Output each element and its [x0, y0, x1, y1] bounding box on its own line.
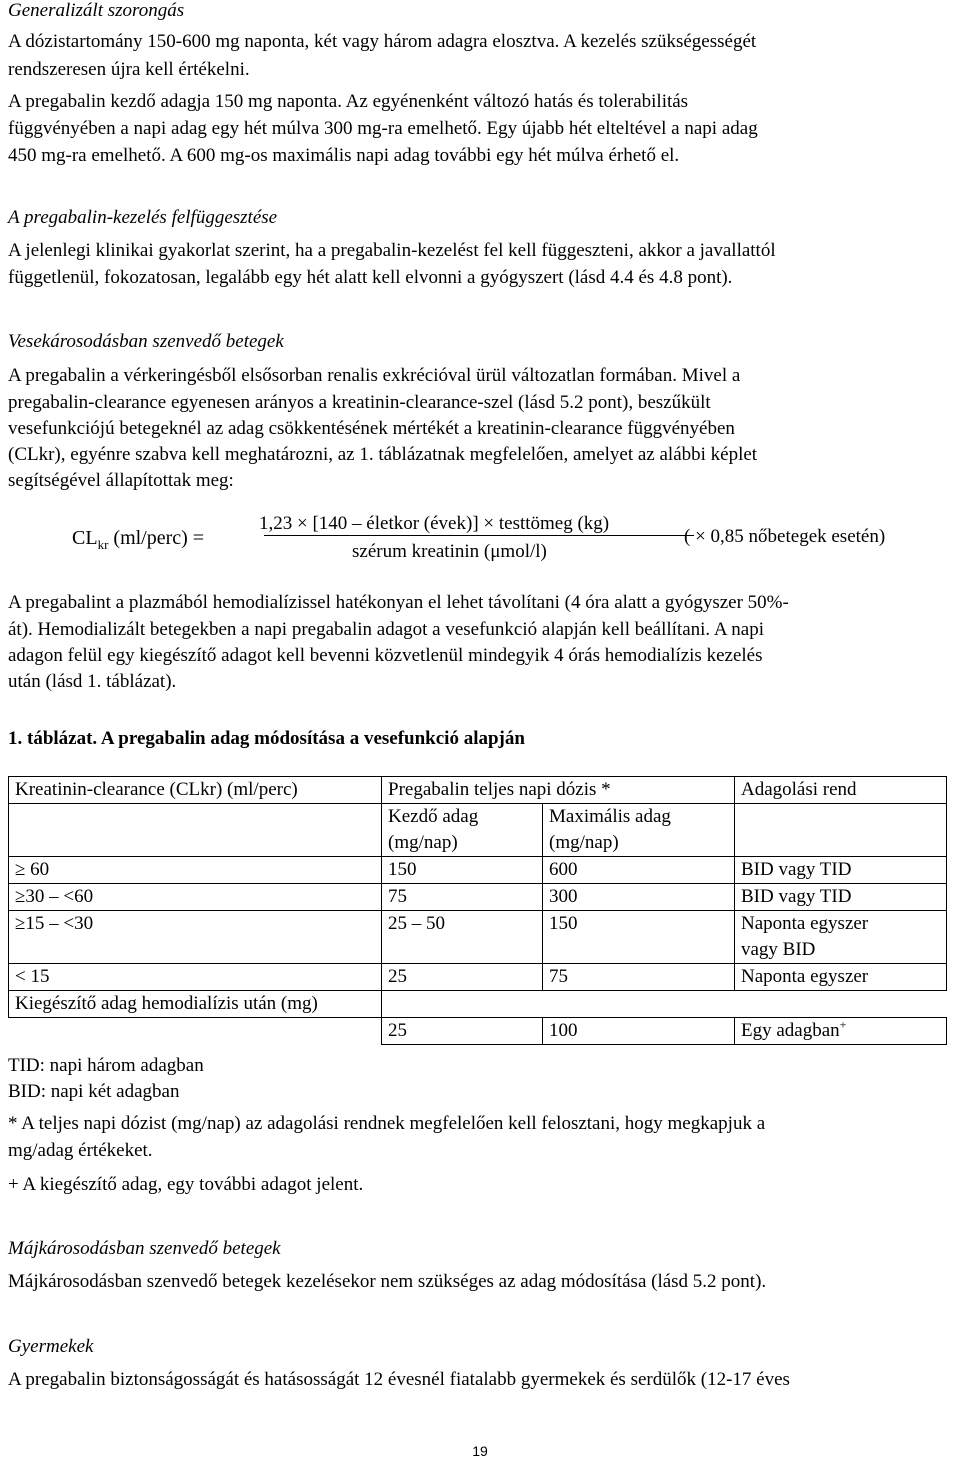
header-clcr: Kreatinin-clearance (CLkr) (ml/perc): [9, 777, 382, 804]
cell-clcr: ≥ 60: [9, 857, 382, 884]
paragraph-line: után (lásd 1. táblázat).: [8, 671, 177, 692]
section-heading-hepatic: Májkárosodásban szenvedő betegek: [8, 1238, 281, 1259]
paragraph-line: A pregabalin kezdő adagja 150 mg naponta. Az egyénenként változó hatás és tolerabilitás: [8, 91, 689, 112]
paragraph-line: Májkárosodásban szenvedő betegek kezelésekor nem szükséges az adag módosítása (lásd 5.2 pont).: [8, 1271, 767, 1292]
table-row: [9, 884, 947, 911]
cell-max: 100: [543, 1018, 735, 1045]
formula-numerator: 1,23 × [140 – életkor (évek)] × testtömeg (kg): [259, 513, 610, 534]
paragraph-line: adagon felül egy kiegészítő adagot kell bevenni közvetlenül mindegyik 4 órás hemodialízis kezelés: [8, 645, 763, 666]
paragraph-line: segítségével állapítottak meg:: [8, 470, 234, 491]
cell-regimen: Naponta egyszer: [735, 964, 947, 991]
section-heading-renal: Vesekárosodásban szenvedő betegek: [8, 331, 284, 352]
paragraph-line: pregabalin-clearance egyenesen arányos a kreatinin-clearance-szel (lásd 5.2 pont), beszűkült: [8, 392, 711, 413]
paragraph-line: függvényében a napi adag egy hét múlva 300 mg-ra emelhető. Egy újabb hét elteltével a napi adag: [8, 118, 758, 139]
cell-max: 600: [543, 857, 735, 884]
paragraph-line: A pregabalint a plazmából hemodialízissel hatékonyan el lehet távolítani (4 óra alatt a gyógyszer 50%-: [8, 592, 789, 613]
paragraph-line: A pregabalin biztonságosságát és hatásosságát 12 évesnél fiatalabb gyermekek és serdülők (12-17 éves: [8, 1369, 790, 1390]
cell-start: 75: [382, 884, 543, 911]
cell-start: 25: [382, 964, 543, 991]
table-row: [9, 1018, 947, 1045]
formula-female-factor: ( × 0,85 nőbetegek esetén): [684, 526, 886, 547]
table-caption: 1. táblázat. A pregabalin adag módosítása a vesefunkció alapján: [8, 728, 525, 749]
table-row: [9, 964, 947, 991]
paragraph-line: 450 mg-ra emelhető. A 600 mg-os maximális napi adag további egy hét múlva érhető el.: [8, 145, 680, 166]
table-row: [9, 911, 947, 964]
paragraph-line: A pregabalin a vérkeringésből elsősorban renalis exkrécióval ürül változatlan formában. Mivel a: [8, 365, 741, 386]
table-row: [9, 857, 947, 884]
table-note: TID: napi három adagban: [8, 1055, 204, 1076]
table-note: BID: napi két adagban: [8, 1081, 180, 1102]
paragraph-line: vesefunkciójú betegeknél az adag csökkentésének mértékét a kreatinin-clearance függvényében: [8, 418, 735, 439]
footnote-line: mg/adag értékeket.: [8, 1140, 153, 1161]
paragraph-line: A dózistartomány 150-600 mg naponta, két vagy három adagra elosztva. A kezelés szükségességét: [8, 31, 757, 52]
renal-dose-table: [8, 776, 947, 1045]
page-number: 19: [472, 1443, 488, 1459]
header-max-dose: Maximális adag (mg/nap): [543, 804, 735, 857]
table-row: [9, 804, 947, 857]
section-heading-children: Gyermekek: [8, 1336, 94, 1357]
cell-clcr: ≥30 – <60: [9, 884, 382, 911]
fraction-bar: [264, 535, 694, 536]
cell-start: 150: [382, 857, 543, 884]
footnote-line: + A kiegészítő adag, egy további adagot jelent.: [8, 1174, 364, 1195]
table-row: [9, 991, 947, 1018]
cell-regimen: Egy adagban+: [735, 1018, 947, 1045]
cell-start: 25: [382, 1018, 543, 1045]
formula-lhs: $CL_{kr}$ (ml/perc) =: [72, 527, 205, 552]
cell-regimen: BID vagy TID: [735, 857, 947, 884]
paragraph-line: függetlenül, fokozatosan, legalább egy hét alatt kell elvonni a gyógyszert (lásd 4.4 és 4.8 pont).: [8, 267, 733, 288]
footnote-line: * A teljes napi dózist (mg/nap) az adagolási rendnek megfelelően kell felosztani, hogy megkapjuk a: [8, 1113, 766, 1134]
cell-clcr: < 15: [9, 964, 382, 991]
cell-clcr: ≥15 – <30: [9, 911, 382, 964]
cell-max: 300: [543, 884, 735, 911]
paragraph-line: (CLkr), egyénre szabva kell meghatározni, az 1. táblázatnak megfelelően, amelyet az alábbi képlet: [8, 444, 758, 465]
cell-max: 75: [543, 964, 735, 991]
cell-regimen: BID vagy TID: [735, 884, 947, 911]
cell-max: 150: [543, 911, 735, 964]
cell-start: 25 – 50: [382, 911, 543, 964]
paragraph-line: A jelenlegi klinikai gyakorlat szerint, ha a pregabalin-kezelést fel kell függeszteni, akkor a javallattól: [8, 240, 776, 261]
header-total-daily-dose: Pregabalin teljes napi dózis *: [382, 777, 735, 804]
header-start-dose: Kezdő adag (mg/nap): [382, 804, 543, 857]
formula-denominator: szérum kreatinin (μmol/l): [352, 541, 547, 562]
section-heading-generalized: Generalizált szorongás: [8, 0, 185, 21]
cell-regimen: Naponta egyszer vagy BID: [735, 911, 947, 964]
table-row: [9, 777, 947, 804]
section-heading-discontinuation: A pregabalin-kezelés felfüggesztése: [8, 207, 278, 228]
header-regimen: Adagolási rend: [735, 777, 947, 804]
paragraph-line: át). Hemodializált betegekben a napi pregabalin adagot a vesefunkció alapján kell beállítani. A napi: [8, 619, 765, 640]
paragraph-line: rendszeresen újra kell értékelni.: [8, 59, 250, 80]
cell-supplement-label: Kiegészítő adag hemodialízis után (mg): [9, 991, 382, 1018]
